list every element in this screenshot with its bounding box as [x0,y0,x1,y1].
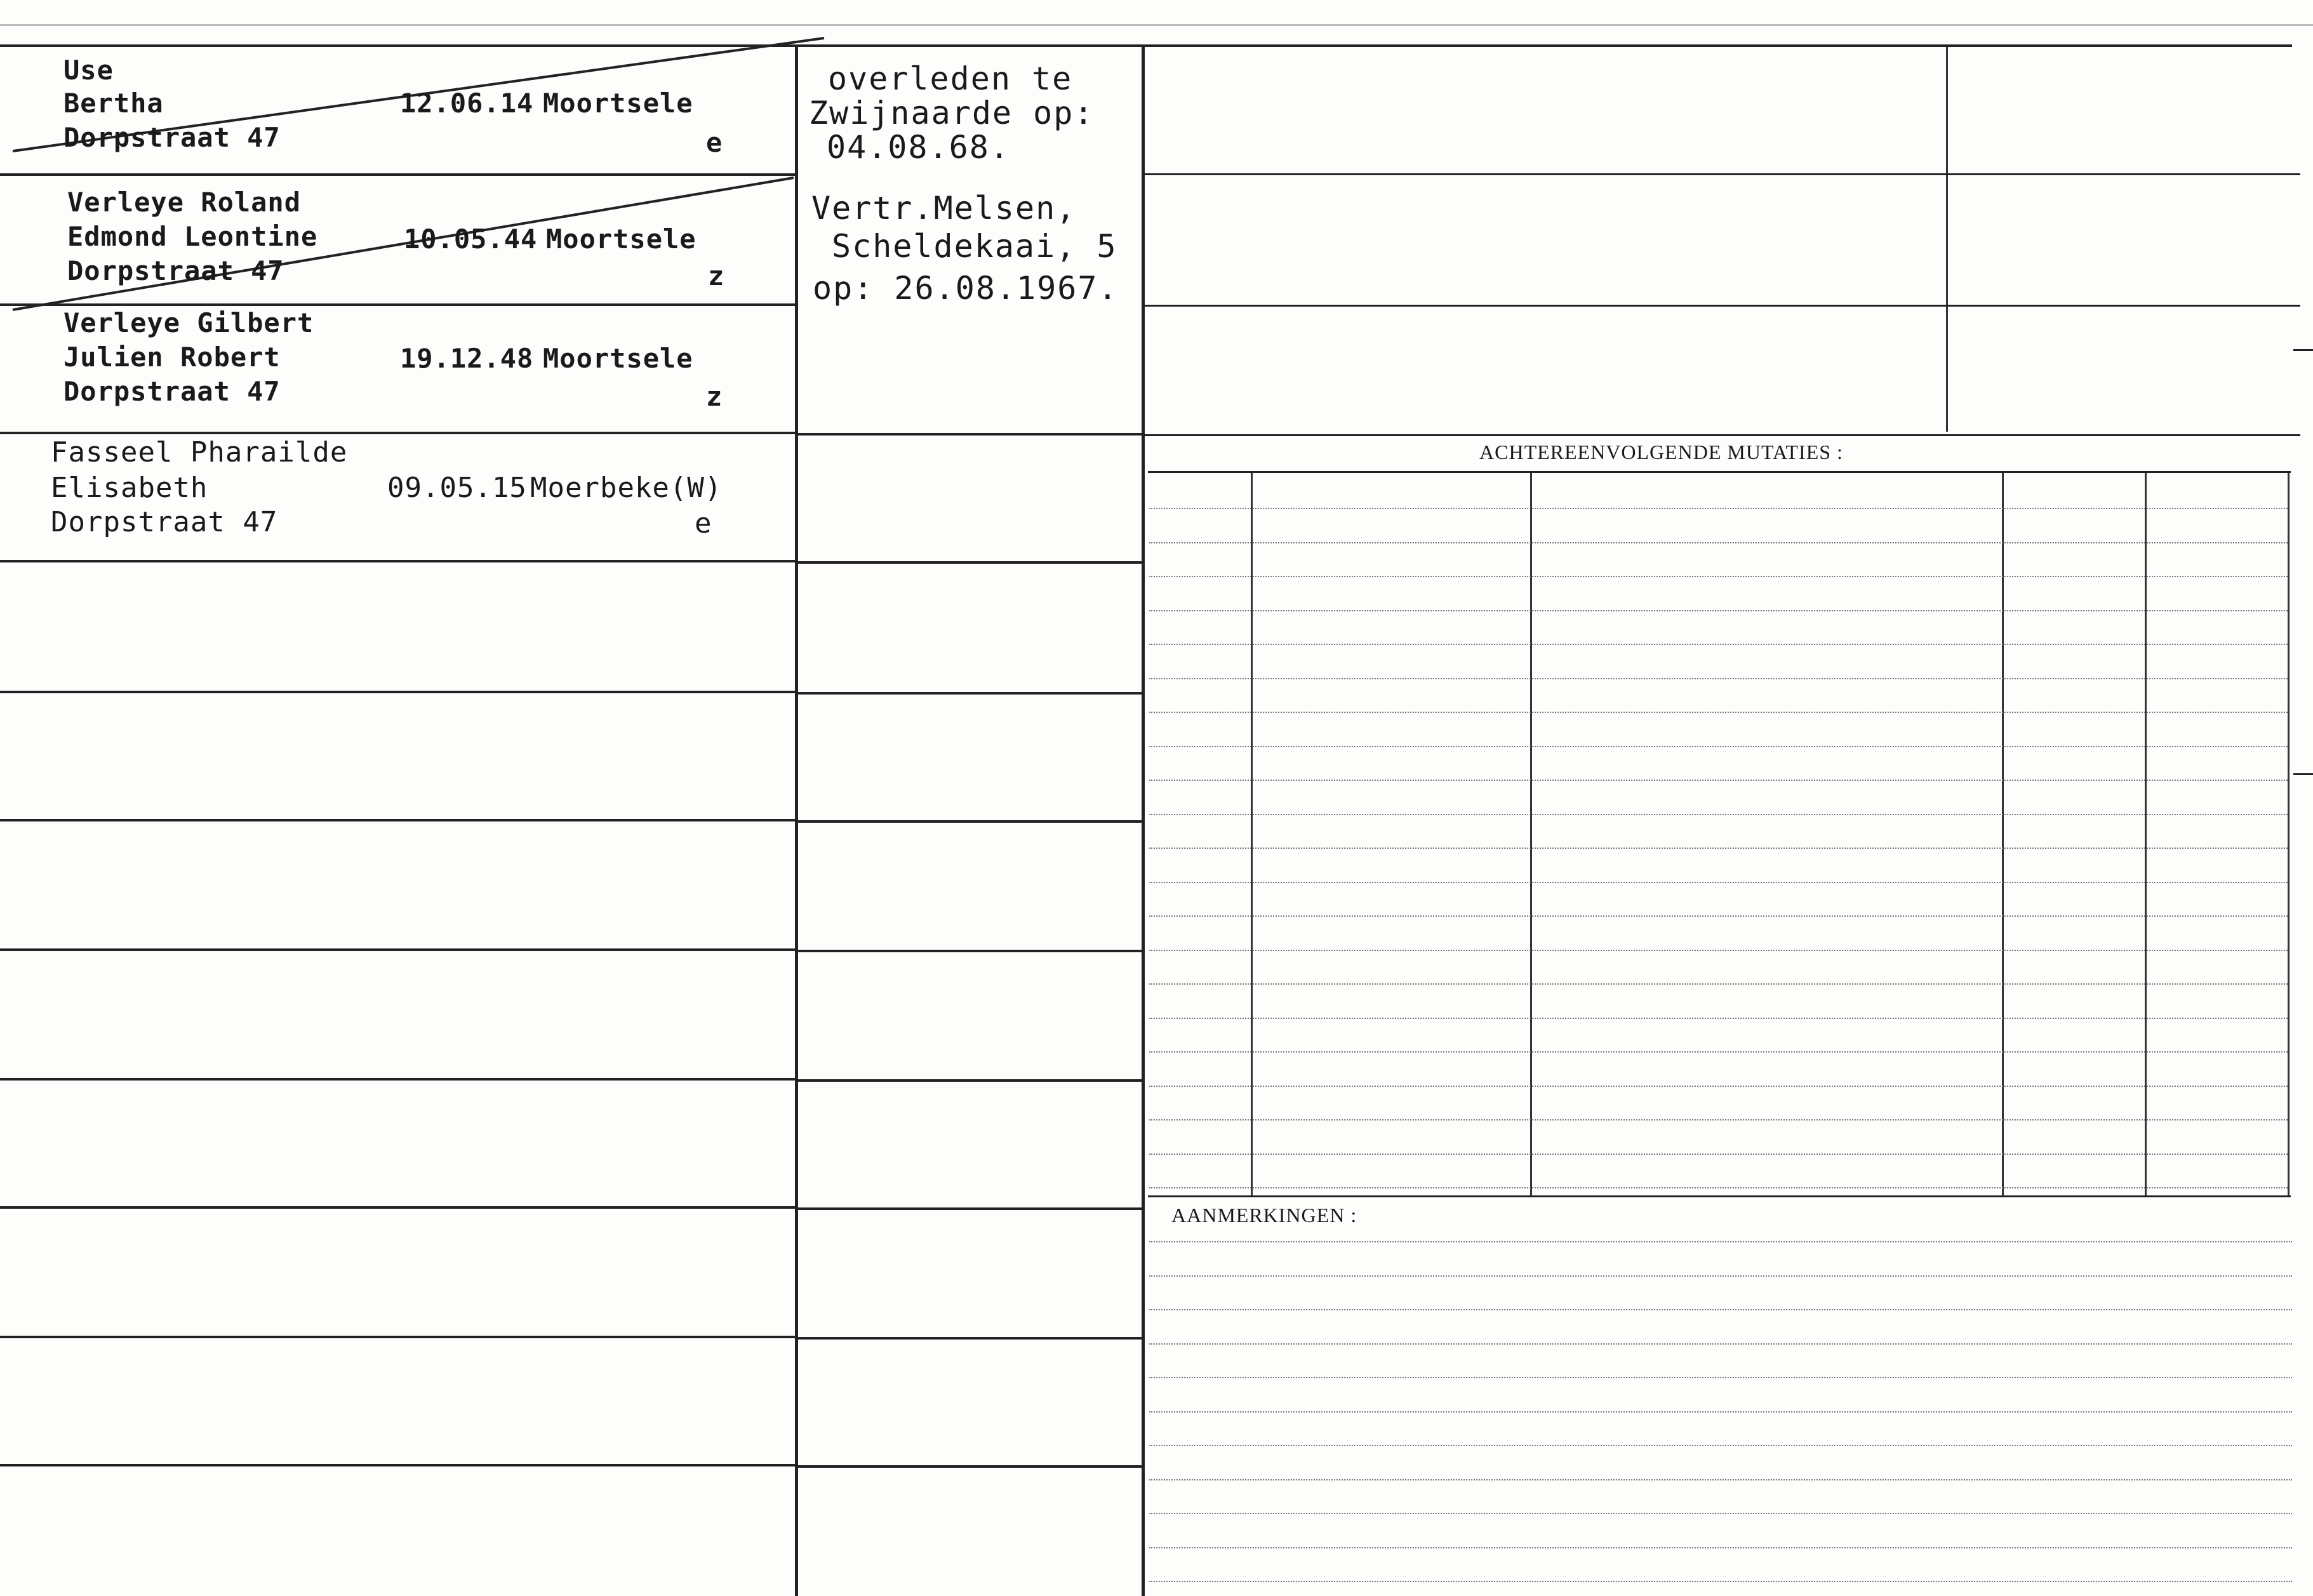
note-row-line [798,433,1142,436]
mutaties-dotted-line [1149,1154,2288,1155]
mutaties-bottom-line [1148,1195,2291,1197]
mutaties-dotted-line [1149,678,2288,679]
person-row-line [0,432,795,434]
aanmerkingen-dotted-line [1149,1275,2292,1277]
person-row-line [0,1464,795,1466]
column-divider-right [1142,47,1145,1596]
mutaties-col-4 [2145,473,2147,1195]
person-address: Dorpstraat 47 [63,376,281,407]
mutaties-dotted-line [1149,882,2288,883]
note-row-line [798,1079,1142,1082]
person-address: Dorpstraat 47 [51,506,278,538]
person-address: Dorpstraat 47 [67,255,284,286]
aanmerkingen-dotted-line [1149,1581,2292,1582]
person-code: z [706,381,723,412]
mutaties-dotted-line [1149,983,2288,985]
person-name-line-2: Elisabeth [51,472,208,504]
column-divider-far-right [1946,47,1948,432]
aanmerkingen-dotted-line [1149,1479,2292,1480]
person-birth-date: 10.05.44 [404,223,538,255]
aanmerkingen-dotted-line [1149,1377,2292,1378]
mutaties-dotted-line [1149,1119,2288,1121]
person-row-line [0,1078,795,1081]
note-row-line [798,1207,1142,1210]
note-2-line-2: Scheldekaai, 5 [832,228,1117,265]
mutaties-dotted-line [1149,610,2288,611]
mutaties-col-right [2288,473,2290,1195]
person-row-line [0,1206,795,1209]
person-name-line-2: Julien Robert [63,342,281,373]
person-row-line [0,691,795,693]
mutaties-dotted-line [1149,1051,2288,1053]
mutaties-dotted-line [1149,848,2288,849]
person-address: Dorpstraat 47 [63,122,281,153]
person-name-line-1: Use [63,55,114,86]
aanmerkingen-header: AANMERKINGEN : [1171,1204,1357,1227]
mutaties-col-1 [1251,473,1253,1195]
person-code: e [695,507,712,540]
note-1-line-3: 04.08.68. [827,129,1010,166]
person-birth-date: 12.06.14 [400,88,534,119]
mutaties-dotted-line [1149,915,2288,917]
person-birth-place: Moortsele [543,88,693,119]
mutaties-dotted-line [1149,712,2288,713]
person-name-line-2: Bertha [63,88,164,119]
mutaties-col-3 [2002,473,2004,1195]
mutaties-header: ACHTEREENVOLGENDE MUTATIES : [1479,441,1843,463]
person-code: z [708,260,725,291]
mutaties-top-line [1148,471,2291,473]
person-row-line [0,1336,795,1338]
mutaties-col-2 [1530,473,1532,1195]
edge-tick [2293,773,2313,775]
aanmerkingen-dotted-line [1149,1513,2292,1514]
person-name-line-1: Verleye Gilbert [63,307,314,338]
mutaties-dotted-line [1149,950,2288,951]
edge-tick [2293,349,2313,351]
mutaties-dotted-line [1149,576,2288,577]
right-row-line-2 [1145,305,2300,307]
mutaties-dotted-line [1149,542,2288,543]
note-1-line-2: Zwijnaarde op: [809,95,1095,131]
right-row-line-1 [1145,173,2300,175]
person-row-line [0,819,795,821]
mutaties-dotted-line [1149,644,2288,645]
person-code: e [706,127,723,158]
aanmerkingen-dotted-line [1149,1343,2292,1345]
person-name-line-2: Edmond Leontine [67,221,318,252]
note-row-line [798,1465,1142,1468]
aanmerkingen-dotted-line [1149,1309,2292,1310]
note-row-line [798,820,1142,823]
note-row-line [798,692,1142,695]
note-row-line [798,950,1142,952]
note-2-line-3: op: 26.08.1967. [813,270,1119,307]
note-row-line [798,561,1142,564]
person-row-line [0,560,795,562]
person-birth-date: 19.12.48 [400,343,534,374]
note-1-line-1: overleden te [828,60,1073,97]
mutaties-dotted-line [1149,780,2288,781]
note-2-line-1: Vertr.Melsen, [811,190,1077,227]
note-row-line [798,1337,1142,1340]
aanmerkingen-dotted-line [1149,1411,2292,1413]
mutaties-dotted-line [1149,746,2288,747]
person-birth-place: Moerbeke(W) [530,472,723,504]
person-birth-place: Moortsele [546,223,697,255]
mutaties-dotted-line [1149,1086,2288,1087]
person-name-line-1: Verleye Roland [67,187,302,218]
mutaties-dotted-line [1149,1187,2288,1188]
aanmerkingen-dotted-line [1149,1547,2292,1548]
right-row-line-3 [1145,434,2300,436]
mutaties-dotted-line [1149,508,2288,509]
aanmerkingen-dotted-line [1149,1241,2292,1242]
person-name-line-1: Fasseel Pharailde [51,436,348,469]
mutaties-dotted-line [1149,1018,2288,1019]
aanmerkingen-dotted-line [1149,1445,2292,1446]
mutaties-dotted-line [1149,814,2288,815]
person-birth-place: Moortsele [543,343,693,374]
person-row-line [0,948,795,951]
person-birth-date: 09.05.15 [387,472,527,504]
